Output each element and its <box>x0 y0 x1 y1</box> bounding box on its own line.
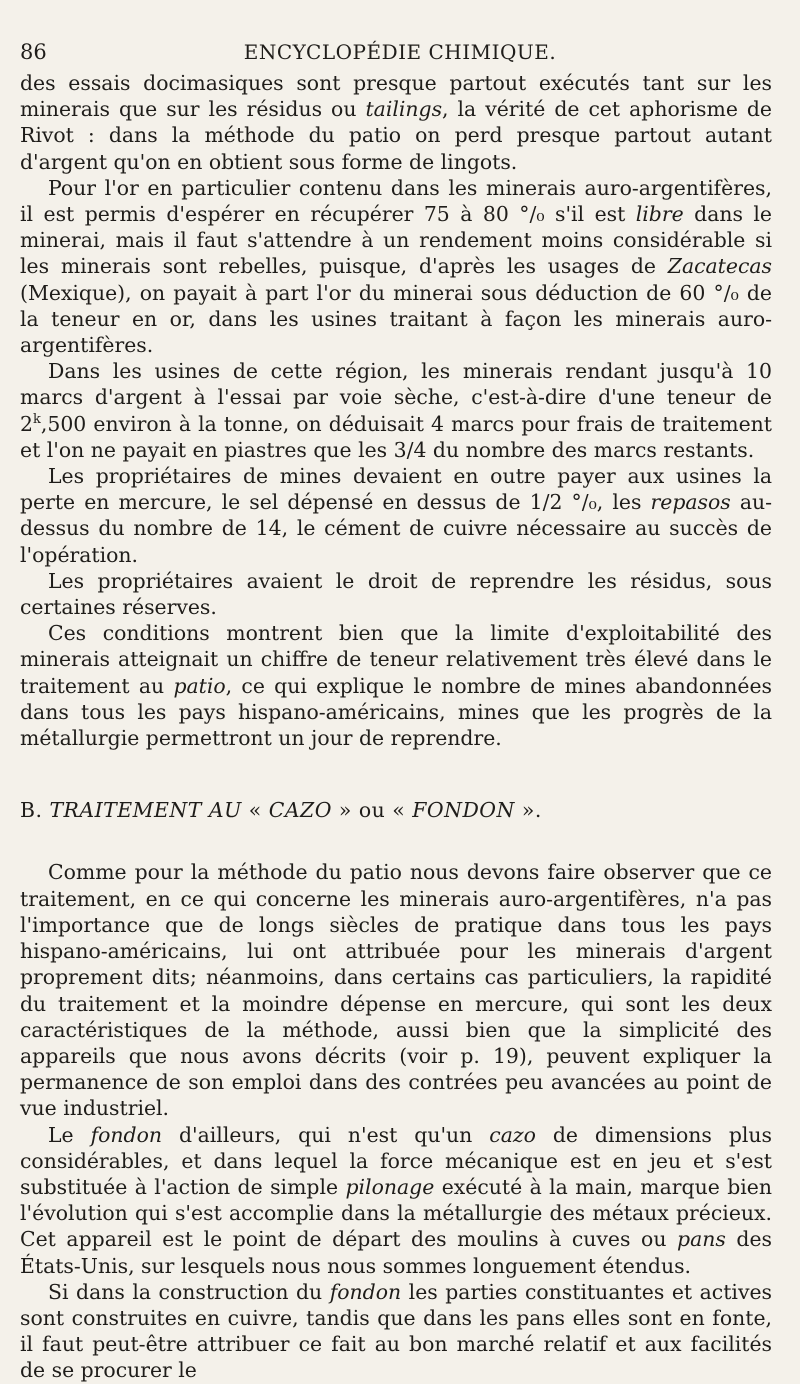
paragraph-8: Le fondon d'ailleurs, qui n'est qu'un cazo de dimensions plus considérables, et dans lequel la force mécanique est en jeu et s'est substituée à l'action de simple pilonage exécuté à la main, marque bien l'évolution qui s'est accomplie dans la métallurgie des métaux précieux. Cet appareil est le point de départ des moulins à cuves ou pans des États-Unis, sur lesquels nous nous sommes longuement étendus. <box>20 1122 773 1278</box>
paragraph-3: Dans les usines de cette région, les minerais rendant jusqu'à 10 marcs d'argent à l'essai par voie sèche, c'est-à-dire d'une teneur de 2$^k$,500 environ à la tonne, on déduisait 4 marcs pour frais de traitement et l'on ne payait en piastres que les 3/4 du nombre des marcs restants. <box>20 359 772 462</box>
body-text <box>20 70 772 1384</box>
paragraph-9: Si dans la construction du fondon les parties constituantes et actives sont construites en cuivre, tandis que dans les pans elles sont en fonte, il faut peut-être attribuer ce fait au bon marché relatif et aux facilités de se procurer le <box>20 1279 772 1383</box>
paragraph-7: Comme pour la méthode du patio nous devons faire observer que ce traitement, en ce qui concerne les minerais auro-argentifères, n'a pas l'importance que de longs siècles de pratique dans tous les pays hispano-américains, lui ont attribuée pour les minerais d'argent proprement dits; néanmoins, dans certains cas particuliers, la rapidité du traitement et la moindre dépense en mercure, qui sont les deux caractéristiques de la méthode, aussi bien que la simplicité des appareils que nous avons décrits (voir p. 19), peuvent expliquer la permanence de son emploi dans des contrées peu avancées au point de vue industriel. <box>20 860 772 1121</box>
paragraph-2: Pour l'or en particulier contenu dans les minerais auro-argentifères, il est permis d'espérer en récupérer 75 à 80 °/₀ s'il est libre dans le minerai, mais il faut s'attendre à un rendement moins considérable si les minerais sont rebelles, puisque, d'après les usages de Zacatecas (Mexique), on payait à part l'or du minerai sous déduction de 60 °/₀ de la teneur en or, dans les usines traitant à façon les minerais auro-argentifères. <box>20 175 773 358</box>
paragraph-6: Ces conditions montrent bien que la limite d'exploitabilité des minerais atteignait un chiffre de teneur relativement très élevé dans le traitement au patio, ce qui explique le nombre de mines abandonnées dans tous les pays hispano-américains, mines que les progrès de la métallurgie permettront un jour de reprendre. <box>20 621 772 751</box>
page-header <box>20 40 780 68</box>
paragraph-5: Les propriétaires avaient le droit de reprendre les résidus, sous certaines réserves. <box>20 568 772 620</box>
page-number: 86 <box>20 40 47 64</box>
section-heading: B. TRAITEMENT AU « CAZO » ou « FONDON ». <box>20 798 542 823</box>
running-title: ENCYCLOPÉDIE CHIMIQUE. <box>243 40 557 64</box>
paragraph-4: Les propriétaires de mines devaient en outre payer aux usines la perte en mercure, le sel dépensé en dessus de 1/2 °/₀, les repasos au-dessus du nombre de 14, le cément de cuivre nécessaire au succès de l'opération. <box>20 464 773 567</box>
paragraph-1: des essais docimasiques sont presque partout exécutés tant sur les minerais que sur les résidus ou tailings, la vérité de cet aphorisme de Rivot : dans la méthode du patio on perd presque partout autant d'argent qu'on en obtient sous forme de lingots. <box>20 71 773 174</box>
